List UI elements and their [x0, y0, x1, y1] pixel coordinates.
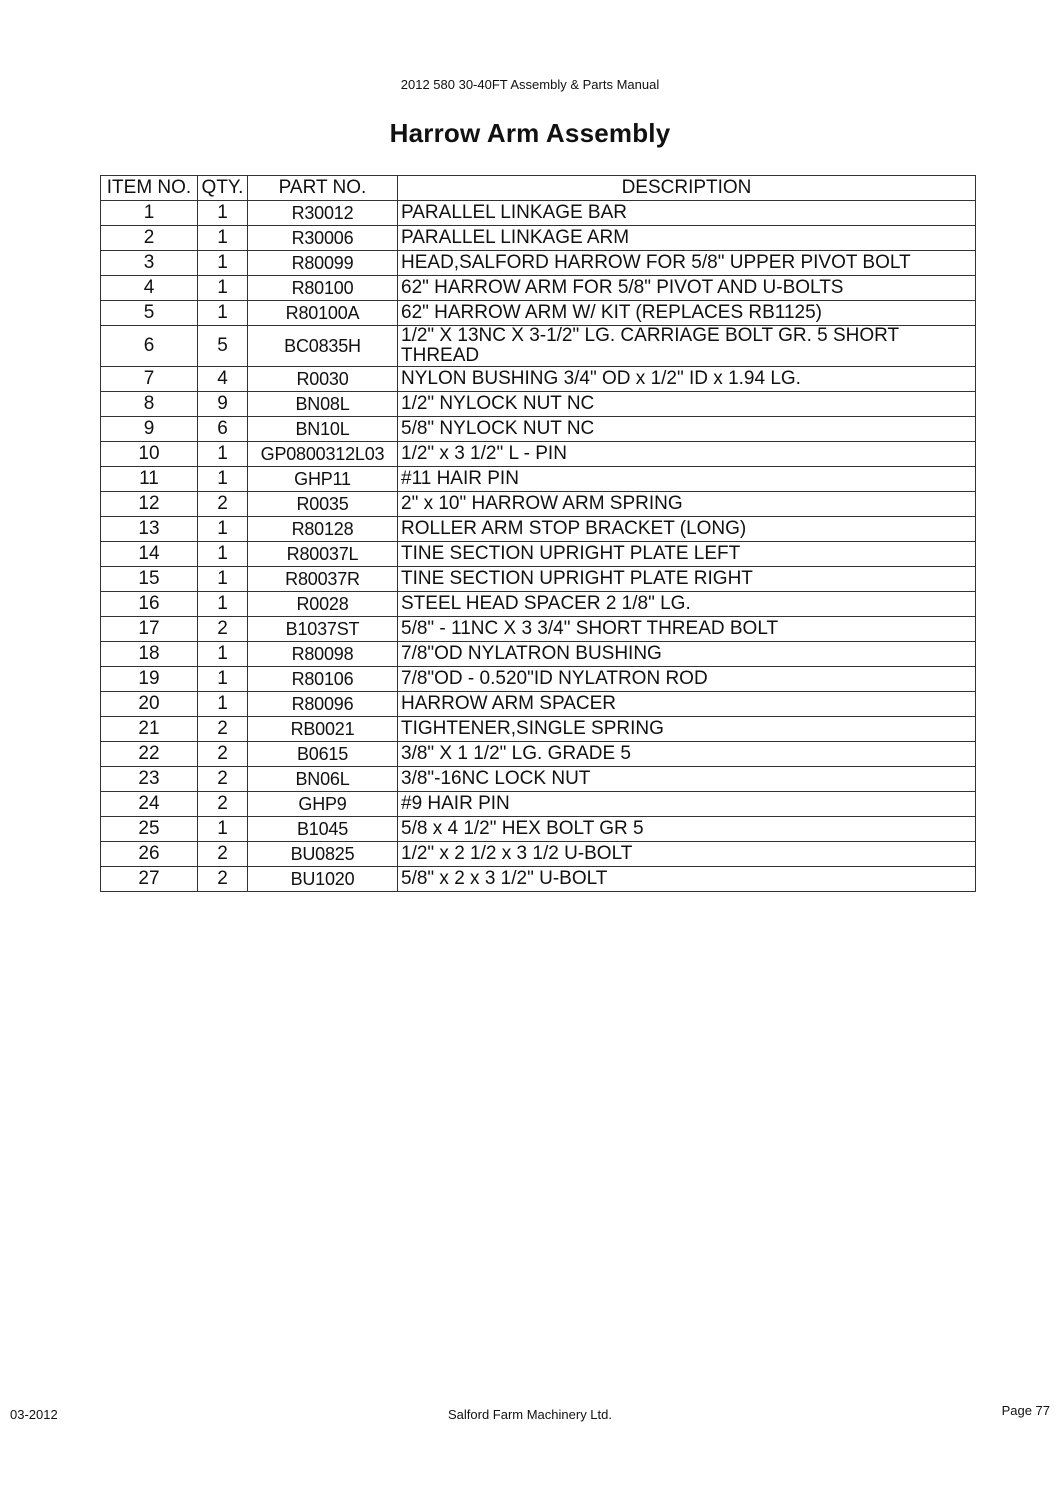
column-header-item-no: ITEM NO. [101, 176, 198, 201]
table-row [101, 642, 976, 667]
part-no-cell: R80096 [248, 692, 398, 717]
table-row [101, 667, 976, 692]
description-cell: 1/2" x 2 1/2 x 3 1/2 U-BOLT [398, 842, 976, 867]
item-no-cell: 5 [101, 301, 198, 326]
item-no-cell: 1 [101, 201, 198, 226]
item-no-cell: 17 [101, 617, 198, 642]
parts-table [100, 175, 976, 892]
footer-company: Salford Farm Machinery Ltd. [447, 1407, 612, 1422]
qty-cell: 2 [198, 842, 248, 867]
item-no-cell: 19 [101, 667, 198, 692]
description-cell: 7/8"OD - 0.520"ID NYLATRON ROD [398, 667, 976, 692]
table-row [101, 517, 976, 542]
table-row [101, 717, 976, 742]
item-no-cell: 25 [101, 817, 198, 842]
table-row [101, 742, 976, 767]
qty-cell: 1 [198, 642, 248, 667]
qty-cell: 6 [198, 417, 248, 442]
description-cell: TINE SECTION UPRIGHT PLATE LEFT [398, 542, 976, 567]
part-no-cell: BU1020 [248, 867, 398, 892]
table-row [101, 367, 976, 392]
column-header-qty: QTY. [198, 176, 248, 201]
part-no-cell: R30006 [248, 226, 398, 251]
description-cell: HEAD,SALFORD HARROW FOR 5/8" UPPER PIVOT BOLT [398, 251, 976, 276]
part-no-cell: R80106 [248, 667, 398, 692]
table-header-row [101, 176, 976, 201]
parts-table-body [101, 201, 976, 892]
part-no-cell: GP0800312L03 [248, 442, 398, 467]
item-no-cell: 11 [101, 467, 198, 492]
part-no-cell: R30012 [248, 201, 398, 226]
description-cell: TINE SECTION UPRIGHT PLATE RIGHT [398, 567, 976, 592]
qty-cell: 2 [198, 867, 248, 892]
table-row [101, 251, 976, 276]
part-no-cell: B1045 [248, 817, 398, 842]
part-no-cell: BN06L [248, 767, 398, 792]
item-no-cell: 23 [101, 767, 198, 792]
qty-cell: 2 [198, 717, 248, 742]
table-row [101, 467, 976, 492]
item-no-cell: 18 [101, 642, 198, 667]
table-row [101, 567, 976, 592]
item-no-cell: 21 [101, 717, 198, 742]
qty-cell: 5 [198, 326, 248, 367]
description-cell: 1/2" X 13NC X 3-1/2" LG. CARRIAGE BOLT GR. 5 SHORT THREAD [398, 326, 976, 367]
table-row [101, 792, 976, 817]
description-cell: #9 HAIR PIN [398, 792, 976, 817]
description-cell: #11 HAIR PIN [398, 467, 976, 492]
part-no-cell: R0028 [248, 592, 398, 617]
part-no-cell: R80100 [248, 276, 398, 301]
item-no-cell: 14 [101, 542, 198, 567]
description-cell: TIGHTENER,SINGLE SPRING [398, 717, 976, 742]
part-no-cell: BC0835H [248, 326, 398, 367]
item-no-cell: 13 [101, 517, 198, 542]
item-no-cell: 7 [101, 367, 198, 392]
item-no-cell: 26 [101, 842, 198, 867]
table-row [101, 492, 976, 517]
qty-cell: 1 [198, 251, 248, 276]
item-no-cell: 12 [101, 492, 198, 517]
table-row [101, 392, 976, 417]
qty-cell: 1 [198, 467, 248, 492]
item-no-cell: 22 [101, 742, 198, 767]
qty-cell: 1 [198, 692, 248, 717]
item-no-cell: 15 [101, 567, 198, 592]
item-no-cell: 4 [101, 276, 198, 301]
description-cell: 1/2" x 3 1/2" L - PIN [398, 442, 976, 467]
table-row [101, 417, 976, 442]
description-cell: HARROW ARM SPACER [398, 692, 976, 717]
part-no-cell: RB0021 [248, 717, 398, 742]
footer-page-number: Page 77 [1001, 1403, 1050, 1418]
part-no-cell: BN08L [248, 392, 398, 417]
description-cell: 5/8" NYLOCK NUT NC [398, 417, 976, 442]
description-cell: NYLON BUSHING 3/4" OD x 1/2" ID x 1.94 LG. [398, 367, 976, 392]
qty-cell: 4 [198, 367, 248, 392]
table-row [101, 326, 976, 367]
item-no-cell: 9 [101, 417, 198, 442]
table-row [101, 542, 976, 567]
description-cell: 3/8"-16NC LOCK NUT [398, 767, 976, 792]
description-cell: 7/8"OD NYLATRON BUSHING [398, 642, 976, 667]
column-header-part-no: PART NO. [248, 176, 398, 201]
part-no-cell: R0035 [248, 492, 398, 517]
description-cell: 3/8" X 1 1/2" LG. GRADE 5 [398, 742, 976, 767]
part-no-cell: BN10L [248, 417, 398, 442]
description-cell: 5/8 x 4 1/2" HEX BOLT GR 5 [398, 817, 976, 842]
qty-cell: 2 [198, 492, 248, 517]
description-cell: 5/8" x 2 x 3 1/2" U-BOLT [398, 867, 976, 892]
description-cell: ROLLER ARM STOP BRACKET (LONG) [398, 517, 976, 542]
part-no-cell: R80098 [248, 642, 398, 667]
part-no-cell: R80037R [248, 567, 398, 592]
column-header-description: DESCRIPTION [398, 176, 976, 201]
page-title: Harrow Arm Assembly [389, 118, 671, 148]
qty-cell: 1 [198, 517, 248, 542]
description-cell: 1/2" NYLOCK NUT NC [398, 392, 976, 417]
item-no-cell: 27 [101, 867, 198, 892]
description-cell: 5/8" - 11NC X 3 3/4" SHORT THREAD BOLT [398, 617, 976, 642]
qty-cell: 1 [198, 567, 248, 592]
table-row [101, 692, 976, 717]
table-row [101, 201, 976, 226]
item-no-cell: 24 [101, 792, 198, 817]
item-no-cell: 20 [101, 692, 198, 717]
qty-cell: 2 [198, 792, 248, 817]
table-row [101, 617, 976, 642]
table-row [101, 592, 976, 617]
table-row [101, 442, 976, 467]
qty-cell: 9 [198, 392, 248, 417]
manual-header: 2012 580 30-40FT Assembly & Parts Manual [400, 77, 660, 92]
item-no-cell: 8 [101, 392, 198, 417]
description-cell: 2" x 10" HARROW ARM SPRING [398, 492, 976, 517]
description-cell: 62" HARROW ARM W/ KIT (REPLACES RB1125) [398, 301, 976, 326]
table-row [101, 817, 976, 842]
qty-cell: 2 [198, 767, 248, 792]
table-row [101, 301, 976, 326]
item-no-cell: 10 [101, 442, 198, 467]
qty-cell: 1 [198, 542, 248, 567]
item-no-cell: 3 [101, 251, 198, 276]
part-no-cell: GHP9 [248, 792, 398, 817]
part-no-cell: R80100A [248, 301, 398, 326]
item-no-cell: 6 [101, 326, 198, 367]
part-no-cell: B0615 [248, 742, 398, 767]
part-no-cell: GHP11 [248, 467, 398, 492]
qty-cell: 1 [198, 226, 248, 251]
part-no-cell: BU0825 [248, 842, 398, 867]
description-cell: STEEL HEAD SPACER 2 1/8" LG. [398, 592, 976, 617]
table-row [101, 842, 976, 867]
qty-cell: 1 [198, 301, 248, 326]
description-cell: 62" HARROW ARM FOR 5/8" PIVOT AND U-BOLTS [398, 276, 976, 301]
item-no-cell: 16 [101, 592, 198, 617]
qty-cell: 1 [198, 667, 248, 692]
table-row [101, 867, 976, 892]
part-no-cell: B1037ST [248, 617, 398, 642]
description-cell: PARALLEL LINKAGE ARM [398, 226, 976, 251]
table-row [101, 226, 976, 251]
qty-cell: 1 [198, 442, 248, 467]
part-no-cell: R0030 [248, 367, 398, 392]
footer-date: 03-2012 [10, 1407, 58, 1422]
qty-cell: 2 [198, 742, 248, 767]
part-no-cell: R80128 [248, 517, 398, 542]
part-no-cell: R80099 [248, 251, 398, 276]
qty-cell: 1 [198, 817, 248, 842]
item-no-cell: 2 [101, 226, 198, 251]
table-row [101, 767, 976, 792]
qty-cell: 1 [198, 201, 248, 226]
qty-cell: 1 [198, 276, 248, 301]
description-cell: PARALLEL LINKAGE BAR [398, 201, 976, 226]
qty-cell: 2 [198, 617, 248, 642]
qty-cell: 1 [198, 592, 248, 617]
table-row [101, 276, 976, 301]
part-no-cell: R80037L [248, 542, 398, 567]
